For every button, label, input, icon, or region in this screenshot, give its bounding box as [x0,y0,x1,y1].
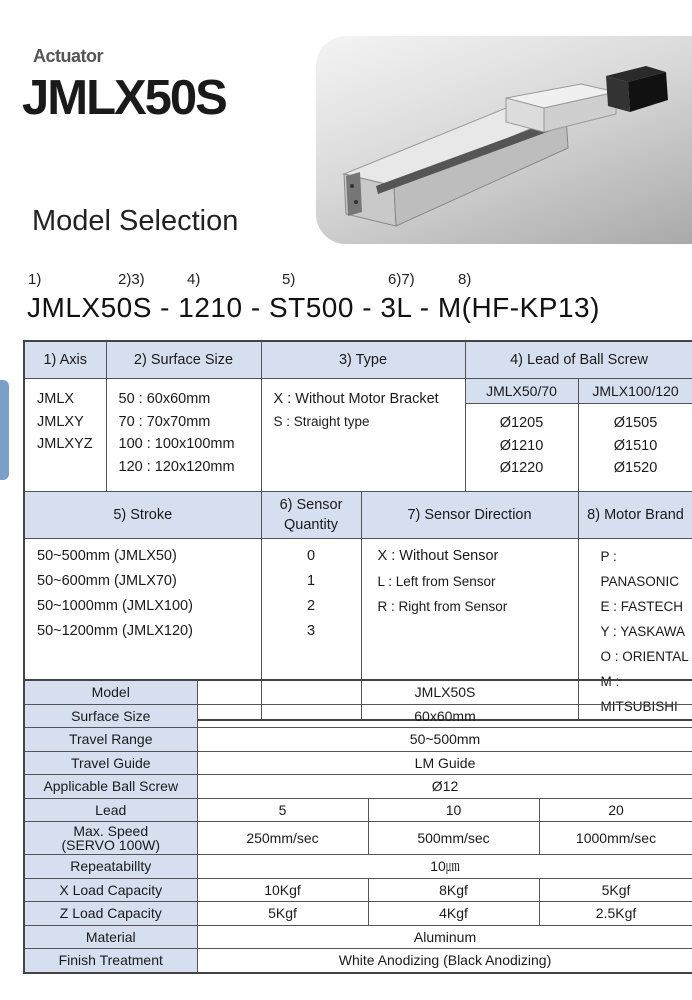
list-item: 70 : 70x70mm [118,413,211,430]
spec-value: LM Guide [197,751,692,775]
list-item: JMLXY [37,413,84,430]
type-header: 3) Type [261,341,465,379]
motor-header: 8) Motor Brand [578,492,692,539]
table-row [24,798,692,822]
table-row [24,704,692,728]
spec-value: 10 [368,798,539,822]
list-item: S : Straight type [273,413,370,429]
sensor-qty-header-line1: 6) Sensor [279,497,343,513]
code-number-3: 4) [187,271,201,288]
list-item: 50~500mm (JMLX50) [37,548,177,564]
list-item: X : Without Motor Bracket [273,391,439,407]
list-item: Ø1220 [499,460,544,476]
spec-label: X Load Capacity [24,878,197,902]
spec-value: Ø12 [197,775,692,799]
spec-value: JMLX50S [197,680,692,704]
list-item: X : Without Sensor [377,548,499,564]
selection-table [23,340,692,721]
lead-subheader-2: JMLX100/120 [578,379,692,404]
spec-label: Travel Guide [24,751,197,775]
spec-value: 8Kgf [368,878,539,902]
table-row [24,855,692,879]
product-title: JMLX50S [22,71,226,125]
list-item: Y : YASKAWA [600,624,686,639]
list-item: 1 [306,573,316,589]
surface-header: 2) Surface Size [106,341,261,379]
table-row [24,949,692,973]
spec-value: 10Kgf [197,878,368,902]
lead-col2-cell [578,404,692,492]
spec-label: Surface Size [24,704,197,728]
side-tab [0,380,9,480]
list-item: E : FASTECH [600,599,684,614]
type-cell [261,379,465,492]
spec-value: 250mm/sec [197,822,368,855]
actuator-image [316,36,692,244]
list-item: Ø1210 [499,437,544,454]
table-row [24,902,692,926]
spec-value: 1000mm/sec [539,822,692,855]
axis-cell [24,379,106,492]
sensor-dir-header: 7) Sensor Direction [361,492,578,539]
list-item: Ø1510 [613,437,658,454]
list-item: P : PANASONIC [600,549,680,589]
spec-label: Model [24,680,197,704]
table-row [24,822,692,855]
spec-label: Applicable Ball Screw [24,775,197,799]
list-item: L : Left from Sensor [377,574,496,589]
spec-value: Aluminum [197,925,692,949]
lead-col1-cell [465,404,578,492]
list-item: 50~1000mm (JMLX100) [37,598,193,614]
axis-header: 1) Axis [24,341,106,379]
list-item: 2 [306,598,316,614]
spec-value: 50~500mm [197,728,692,752]
sensor-qty-header [261,492,361,539]
list-item: Ø1520 [613,460,658,476]
table-row [24,925,692,949]
model-code: JMLX50S - 1210 - ST500 - 3L - M(HF-KP13) [27,292,600,323]
spec-value: 5 [197,798,368,822]
list-item: R : Right from Sensor [377,599,508,614]
list-item: JMLXYZ [37,436,93,452]
table-row [24,751,692,775]
spec-value: 500mm/sec [368,822,539,855]
spec-value: 20 [539,798,692,822]
spec-value: 5Kgf [539,878,692,902]
spec-value: 4Kgf [368,902,539,926]
list-item: 50~600mm (JMLX70) [37,573,177,589]
speed-label-line1: Max. Speed [73,823,149,839]
list-item: 0 [306,548,316,564]
spec-value: White Anodizing (Black Anodizing) [197,949,692,973]
spec-label [24,822,197,855]
stroke-header: 5) Stroke [24,492,261,539]
list-item: 120 : 120x120mm [118,458,235,475]
speed-label-line2: (SERVO 100W) [61,837,161,853]
list-item: JMLX [37,391,75,407]
code-number-6: 8) [458,271,472,288]
code-number-1: 1) [28,271,42,288]
spec-value: 60x60mm [197,704,692,728]
spec-label: Lead [24,798,197,822]
list-item: Ø1205 [499,415,544,431]
table-row [24,728,692,752]
surface-cell [106,379,261,492]
spec-label: Material [24,925,197,949]
spec-label: Z Load Capacity [24,902,197,926]
lead-header: 4) Lead of Ball Screw [465,341,692,379]
table-row [24,775,692,799]
list-item: M : MITSUBISHI [600,674,678,714]
product-photo [316,36,692,244]
list-item: 50~1200mm (JMLX120) [37,623,193,639]
spec-label: Travel Range [24,728,197,752]
code-number-4: 5) [282,271,296,288]
spec-label: Repeatabillty [24,855,197,879]
lead-subheader-1: JMLX50/70 [465,379,578,404]
spec-value: 2.5Kgf [539,902,692,926]
code-number-5: 6)7) [388,271,415,288]
spec-label: Finish Treatment [24,949,197,973]
list-item: 3 [306,623,316,639]
section-title: Model Selection [32,205,239,237]
code-number-2: 2)3) [118,271,145,288]
list-item: Ø1505 [613,415,658,431]
list-item: 50 : 60x60mm [118,391,211,407]
spec-value: 10㎛ [197,855,692,879]
product-category: Actuator [33,46,104,66]
list-item: O : ORIENTAL [600,649,689,664]
spec-value: 5Kgf [197,902,368,926]
table-row [24,878,692,902]
spec-table [23,679,692,974]
table-row [24,680,692,704]
sensor-qty-header-line2: Quantity [284,517,338,533]
list-item: 100 : 100x100mm [118,436,235,452]
